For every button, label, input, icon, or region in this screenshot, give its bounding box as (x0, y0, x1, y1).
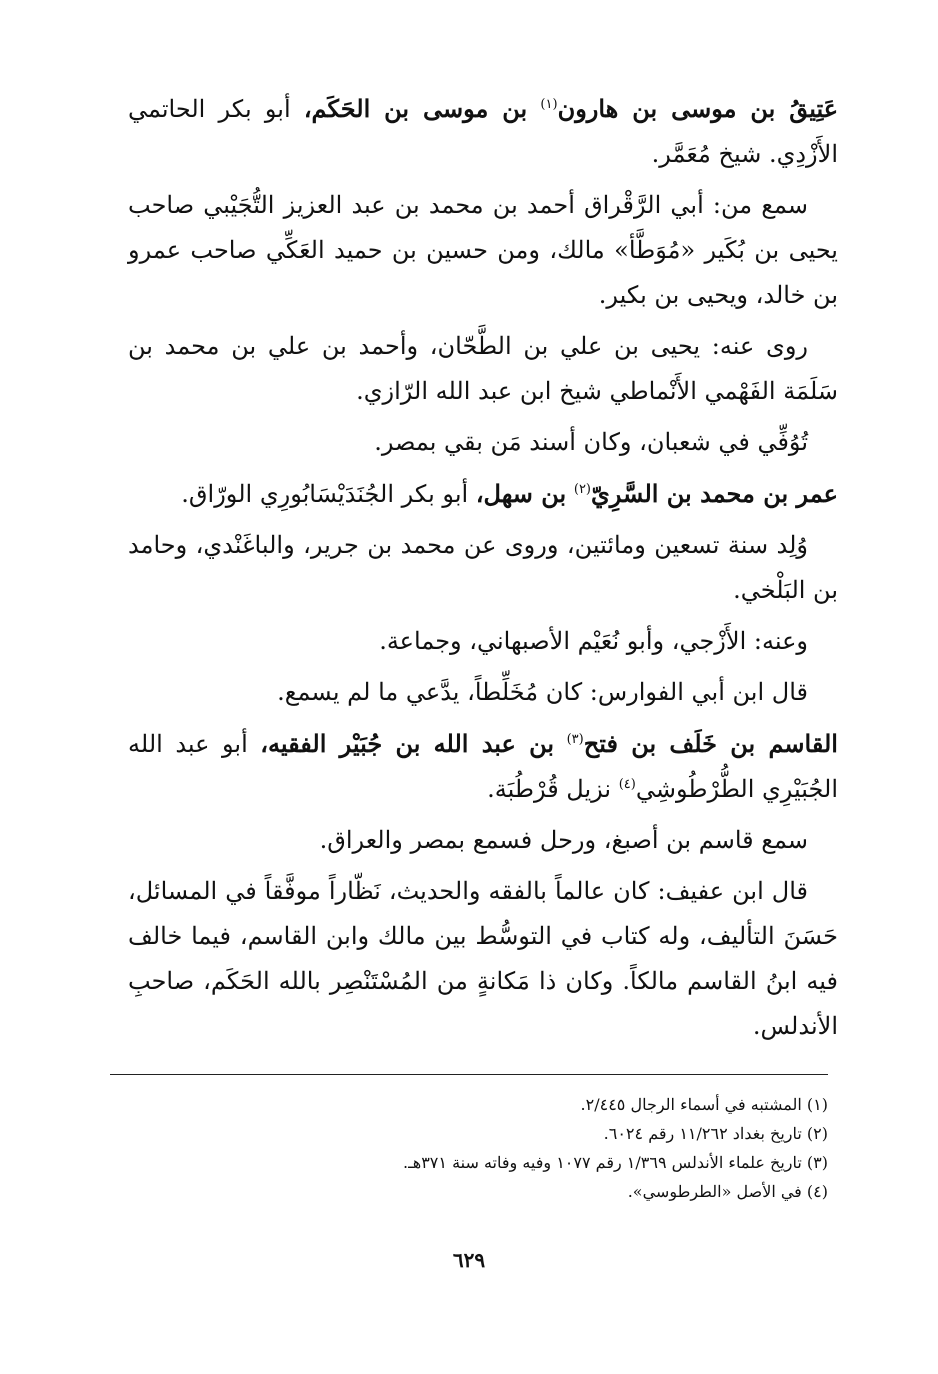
footnote-ref: (٣) (566, 732, 584, 747)
footnote-ref: (١) (540, 97, 558, 112)
entry-name: القاسم بن خَلَف بن فتح (583, 729, 838, 758)
entry-name-cont: بن سهل، (475, 479, 567, 508)
entry-description: أبو بكر الجُنَدَيْسَابُورِي الورّاق. (181, 480, 469, 508)
footnote-ref: (٢) (573, 482, 591, 497)
entry-paragraph: سمع قاسم بن أصبغ، ورحل فسمع بمصر والعراق. (319, 826, 808, 854)
footnote-divider (110, 1074, 828, 1075)
entry-description: أبو عبد الله الجُبَيْرِي الطُّرْطُوشِي (128, 730, 838, 803)
entry-heading (128, 471, 838, 517)
entry-description: أبو بكر الحاتمي الأَزْدِي. شيخ مُعَمَّر. (128, 95, 838, 168)
entry-name: عَتِيقُ بن موسى بن هارون (557, 94, 839, 123)
entry-paragraph: قال ابن أبي الفوارس: كان مُخَلِّطاً، يدَّعي ما لم يسمع. (277, 678, 808, 706)
entry-name-cont: بن موسى بن الحَكَم، (303, 94, 528, 123)
footnote-item: (٤) في الأصل «الطرطوسي». (627, 1182, 828, 1201)
footnotes (110, 1090, 828, 1206)
entry-paragraph: سمع من: أبي الرَّقْراق أحمد بن محمد بن عبد العزيز التُّجَيْبي صاحب يحيى بن بُكَير «مُوَطَّأ» مالك، ومن حسين بن حميد العَكِّي صاحب عمرو بن خالد، ويحيى بن بكير. (128, 191, 838, 309)
entry-name: عمر بن محمد بن السَّرِيّ (591, 479, 838, 508)
entry-paragraph: روى عنه: يحيى بن علي بن الطَّحّان، وأحمد بن علي بن محمد بن سَلَمَة الفَهْمي الأَنْماطي شيخ ابن عبد الله الرّازي. (128, 332, 838, 405)
footnote-ref: (٤) (618, 777, 636, 792)
entry-paragraph: وُلِد سنة تسعين ومائتين، وروى عن محمد بن جرير، والباغَنْدي، وحامد بن البَلْخي. (128, 531, 838, 604)
entry-name-cont: بن عبد الله بن جُبَيْر الفقيه، (260, 729, 555, 758)
main-text (128, 86, 838, 1055)
entry-heading (128, 86, 838, 177)
entry-heading (128, 721, 838, 812)
entry-paragraph: وعنه: الأَزْجي، وأبو نُعَيْم الأصبهاني، وجماعة. (379, 627, 808, 655)
footnote-item: (٣) تاريخ علماء الأندلس ١/٣٦٩ رقم ١٠٧٧ وفيه وفاته سنة ٣٧١هـ. (402, 1153, 828, 1172)
page-number: ٦٢٩ (452, 1248, 486, 1272)
footnote-item: (١) المشتبه في أسماء الرجال ٢/٤٤٥. (580, 1095, 828, 1114)
entry-paragraph: قال ابن عفيف: كان عالماً بالفقه والحديث، نَظّاراً موفَّقاً في المسائل، حَسَنَ التأليف، وله كتاب في التوسُّط بين مالك وابن القاسم، فيما خالف فيه ابنُ القاسم مالكاً. وكان ذا مَكانةٍ من المُسْتَنْصِر بالله الحَكَم، صاحبِ الأندلس. (128, 877, 838, 1040)
footnote-item: (٢) تاريخ بغداد ١١/٢٦٢ رقم ٦٠٢٤. (603, 1124, 828, 1143)
entry-description-cont: نزيل قُرْطُبَة. (487, 775, 612, 803)
entry-paragraph: تُوُفِّي في شعبان، وكان أسند مَن بقي بمصر. (374, 428, 808, 456)
